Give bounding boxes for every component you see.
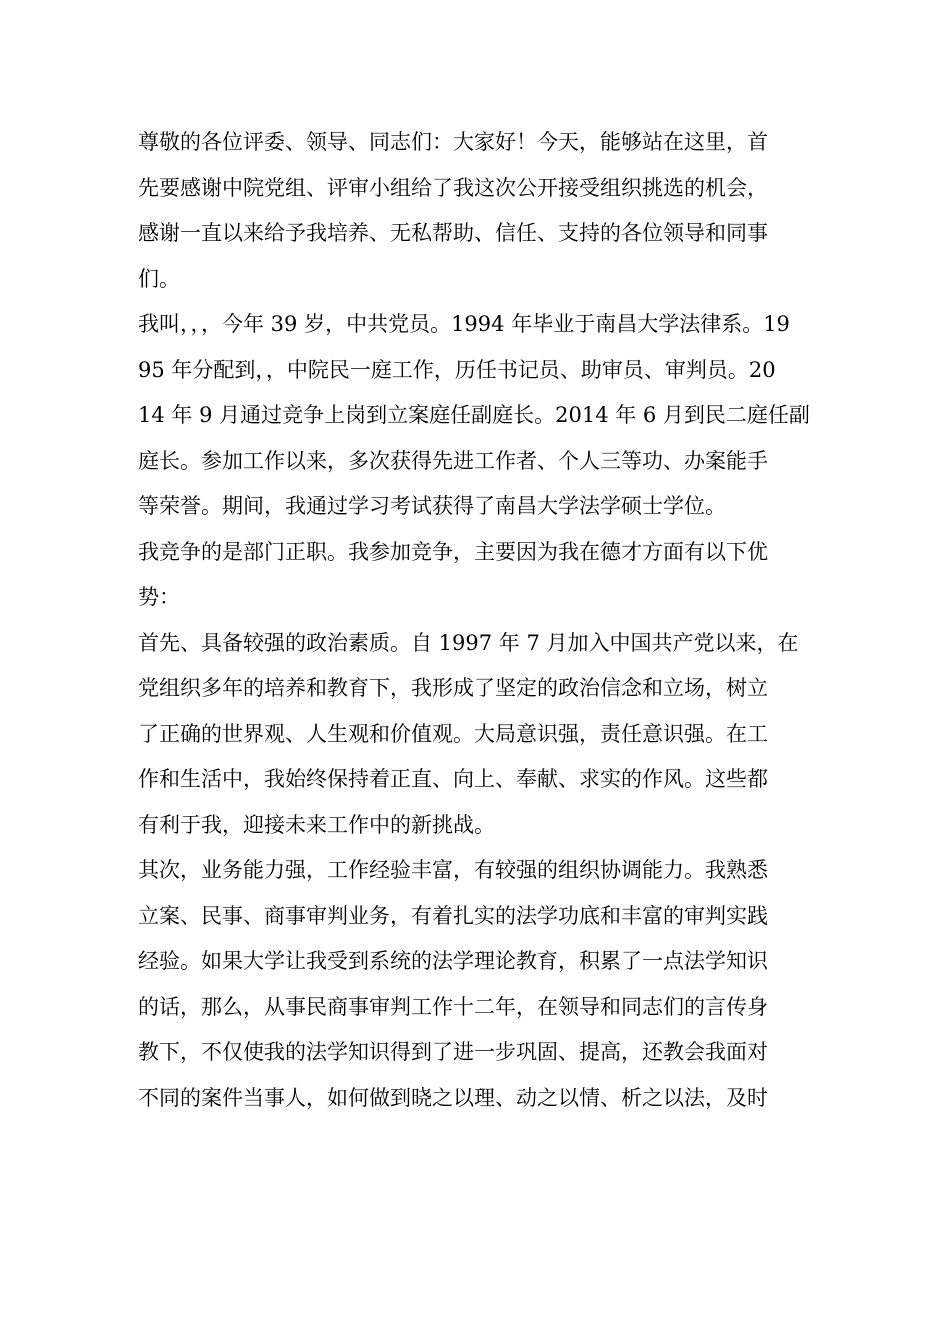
text-line: 尊敬的各位评委、领导、同志们：大家好！今天，能够站在这里，首: [138, 130, 768, 154]
text-line: 庭长。参加工作以来，多次获得先进工作者、个人三等功、办案能手: [138, 448, 768, 473]
text-line: 了正确的世界观、人生观和价值观。大局意识强，责任意识强。在工: [138, 721, 768, 746]
text-line: 感谢一直以来给予我培养、无私帮助、信任、支持的各位领导和同事: [138, 221, 768, 245]
text-line: 教下，不仅使我的法学知识得到了进一步巩固、提高，还教会我面对: [138, 1040, 768, 1064]
text-line: 们。: [138, 266, 180, 291]
text-line: 我竞争的是部门正职。我参加竞争，主要因为我在德才方面有以下优: [138, 539, 768, 564]
text-line: 其次，业务能力强，工作经验丰富，有较强的组织协调能力。我熟悉: [138, 858, 768, 882]
text-line: 势：: [138, 585, 180, 609]
text-line: 先要感谢中院党组、评审小组给了我这次公开接受组织挑选的机会，: [138, 175, 768, 200]
text-line: 14 年 9 月通过竞争上岗到立案庭任副庭长。2014 年 6 月到民二庭任副: [138, 403, 810, 427]
text-line: 党组织多年的培养和教育下，我形成了坚定的政治信念和立场，树立: [138, 676, 768, 700]
text-line: 等荣誉。期间，我通过学习考试获得了南昌大学法学硕士学位。: [138, 494, 726, 518]
text-line: 有利于我，迎接未来工作中的新挑战。: [138, 812, 495, 837]
text-line: 作和生活中，我始终保持着正直、向上、奉献、求实的作风。这些都: [138, 767, 768, 791]
text-line: 立案、民事、商事审判业务，有着扎实的法学功底和丰富的审判实践: [138, 903, 768, 928]
text-line: 95 年分配到，，中院民一庭工作，历任书记员、助审员、审判员。20: [138, 357, 776, 382]
text-line: 首先、具备较强的政治素质。自 1997 年 7 月加入中国共产党以来，在: [138, 630, 799, 655]
text-line: 经验。如果大学让我受到系统的法学理论教育，积累了一点法学知识: [138, 949, 768, 973]
speech-body: [138, 120, 828, 1121]
text-line: 我叫，，，今年 39 岁，中共党员。1994 年毕业于南昌大学法律系。19: [138, 312, 790, 336]
text-line: 的话，那么，从事民商事审判工作十二年，在领导和同志们的言传身: [138, 994, 768, 1019]
text-line: 不同的案件当事人，如何做到晓之以理、动之以情、析之以法，及时: [138, 1085, 768, 1110]
